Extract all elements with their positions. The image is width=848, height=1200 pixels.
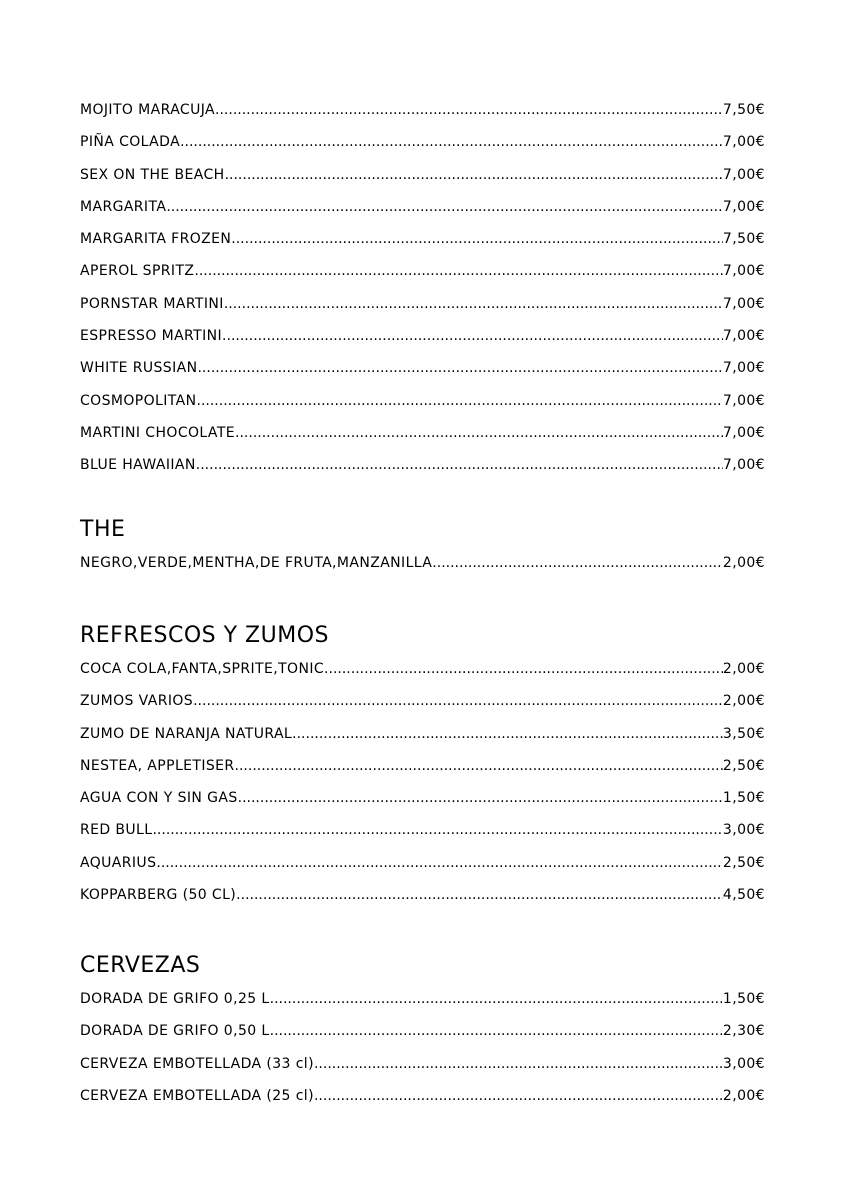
menu-item	[80, 850, 765, 882]
item-price: 2,00€	[722, 555, 765, 571]
dot-leader	[324, 656, 723, 682]
dot-leader	[235, 753, 723, 779]
menu-item	[80, 194, 765, 226]
cervezas-section	[80, 950, 765, 1115]
item-name: DORADA DE GRIFO 0,25 L	[80, 991, 270, 1007]
item-name: SEX ON THE BEACH	[80, 166, 225, 183]
menu-item	[80, 785, 765, 817]
item-name: MARGARITA	[80, 198, 167, 215]
dot-leader	[432, 550, 723, 576]
item-name: MARGARITA FROZEN	[80, 231, 232, 248]
menu-item	[80, 1051, 765, 1083]
dot-leader	[197, 355, 722, 381]
item-price: 2,00€	[722, 661, 765, 677]
the-section	[80, 514, 765, 582]
item-name: MARTINI CHOCOLATE	[80, 424, 236, 441]
menu-item	[80, 291, 765, 323]
menu-item	[80, 688, 765, 720]
item-name: NESTEA, APPLETISER	[80, 757, 235, 774]
dot-leader	[166, 194, 723, 220]
menu-item	[80, 882, 765, 914]
dot-leader	[180, 129, 723, 155]
item-name: APEROL SPRITZ	[80, 263, 195, 280]
item-name: BLUE HAWAIIAN	[80, 457, 196, 474]
item-price: 7,00€	[722, 457, 765, 474]
dot-leader	[225, 162, 723, 188]
menu-item	[80, 162, 765, 194]
menu-item	[80, 986, 765, 1018]
dot-leader	[193, 688, 723, 714]
item-name: AGUA CON Y SIN GAS	[80, 790, 238, 807]
menu-item	[80, 355, 765, 387]
menu-item	[80, 753, 765, 785]
menu-item	[80, 550, 765, 582]
menu-item	[80, 656, 765, 688]
dot-leader	[224, 291, 723, 317]
menu-item	[80, 1018, 765, 1050]
item-name: CERVEZA EMBOTELLADA (25 cl)	[80, 1087, 314, 1104]
item-name: RED BULL	[80, 822, 153, 839]
dot-leader	[314, 1083, 723, 1109]
item-name: NEGRO,VERDE,MENTHA,DE FRUTA,MANZANILLA	[80, 555, 433, 571]
menu-item	[80, 97, 765, 129]
item-price: 7,00€	[722, 134, 765, 151]
item-price: 3,50€	[722, 725, 765, 742]
menu-item	[80, 817, 765, 849]
menu-item	[80, 129, 765, 161]
menu-item	[80, 1083, 765, 1115]
item-price: 3,00€	[722, 822, 765, 839]
item-price: 7,00€	[722, 295, 765, 312]
dot-leader	[194, 258, 723, 284]
dot-leader	[236, 882, 723, 908]
dot-leader	[270, 986, 723, 1012]
item-name: COSMOPOLITAN	[80, 392, 197, 409]
item-name: KOPPARBERG (50 CL)	[80, 887, 237, 904]
section-title-the: THE	[80, 517, 126, 542]
dot-leader	[152, 817, 722, 843]
menu-item	[80, 323, 765, 355]
item-price: 2,30€	[722, 1023, 765, 1040]
menu-item	[80, 420, 765, 452]
section-title-refrescos: REFRESCOS Y ZUMOS	[80, 623, 329, 648]
cervezas-list	[80, 986, 765, 1115]
dot-leader	[197, 388, 723, 414]
item-name: COCA COLA,FANTA,SPRITE,TONIC	[80, 661, 325, 677]
item-name: WHITE RUSSIAN	[80, 360, 198, 377]
dot-leader	[270, 1018, 723, 1044]
dot-leader	[222, 323, 723, 349]
item-price: 1,50€	[722, 991, 765, 1007]
item-price: 7,00€	[722, 166, 765, 183]
item-price: 7,00€	[722, 392, 765, 409]
item-price: 7,50€	[722, 231, 765, 248]
dot-leader	[314, 1051, 723, 1077]
dot-leader	[292, 721, 723, 747]
cocktails-list	[80, 97, 765, 485]
dot-leader	[238, 785, 723, 811]
item-price: 1,50€	[722, 790, 765, 807]
dot-leader	[235, 420, 723, 446]
dot-leader	[231, 226, 723, 252]
refrescos-list	[80, 656, 765, 914]
dot-leader	[215, 97, 723, 123]
menu-item	[80, 226, 765, 258]
item-name: MOJITO MARACUJA	[80, 102, 216, 118]
item-price: 2,00€	[722, 693, 765, 710]
item-name: ZUMO DE NARANJA NATURAL	[80, 725, 293, 742]
item-price: 2,50€	[722, 757, 765, 774]
dot-leader	[196, 452, 723, 478]
refrescos-section	[80, 620, 765, 914]
item-price: 7,00€	[722, 424, 765, 441]
item-price: 2,00€	[722, 1087, 765, 1104]
item-price: 7,50€	[722, 102, 765, 118]
item-price: 3,00€	[722, 1055, 765, 1072]
section-title-cervezas: CERVEZAS	[80, 953, 201, 978]
item-name: ZUMOS VARIOS	[80, 693, 194, 710]
cocktails-section	[80, 97, 765, 485]
menu-item	[80, 258, 765, 290]
item-price: 7,00€	[722, 198, 765, 215]
item-name: AQUARIUS	[80, 854, 157, 871]
item-price: 7,00€	[722, 263, 765, 280]
item-name: PORNSTAR MARTINI	[80, 295, 224, 312]
menu-item	[80, 721, 765, 753]
item-price: 2,50€	[722, 854, 765, 871]
the-list	[80, 550, 765, 582]
item-price: 7,00€	[722, 360, 765, 377]
item-price: 4,50€	[722, 887, 765, 904]
item-name: CERVEZA EMBOTELLADA (33 cl)	[80, 1055, 314, 1072]
dot-leader	[156, 850, 723, 876]
item-name: PIÑA COLADA	[80, 134, 181, 151]
item-name: DORADA DE GRIFO 0,50 L	[80, 1023, 270, 1040]
item-name: ESPRESSO MARTINI	[80, 328, 223, 345]
menu-item	[80, 452, 765, 484]
item-price: 7,00€	[722, 328, 765, 345]
menu-item	[80, 388, 765, 420]
